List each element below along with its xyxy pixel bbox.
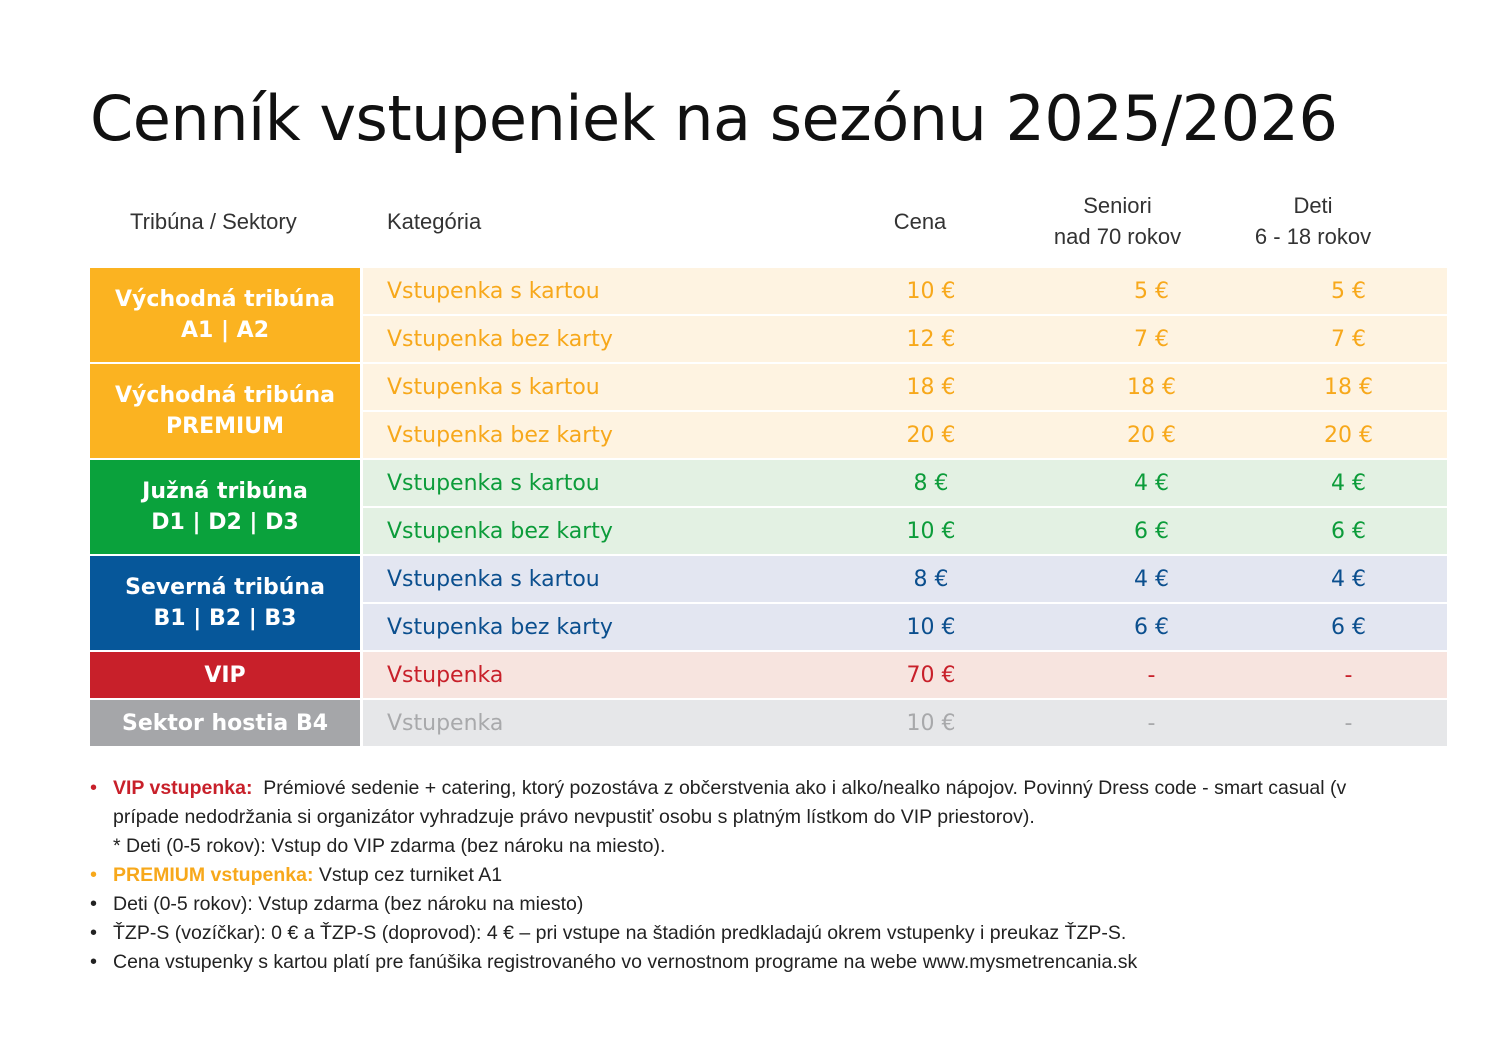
category-cell: Vstupenka bez karty [387, 326, 613, 352]
tribuna-sectors: PREMIUM [166, 414, 284, 439]
child-price-cell: 20 € [1324, 422, 1373, 448]
price-cell: 20 € [906, 422, 956, 448]
price-cell: 10 € [906, 710, 956, 736]
note-text: ŤZP-S (vozíčkar): 0 € a ŤZP-S (doprovod): 4 € – pri vstupe na štadión predkladajú okrem vstupenky i preukaz ŤZP-S. [113, 922, 1127, 944]
group-juzna [90, 460, 1412, 556]
tribuna-cell [90, 268, 360, 364]
child-price-cell: 7 € [1331, 326, 1366, 352]
note-text: Cena vstupenky s kartou platí pre fanúšika registrovaného vo vernostnom programe na webe www.mysmetrencania.sk [113, 951, 1138, 973]
table-row [363, 556, 1447, 604]
note-text: Deti (0-5 rokov): Vstup zdarma (bez nároku na miesto) [113, 893, 584, 915]
header-seniori [1020, 186, 1215, 256]
category-cell: Vstupenka s kartou [387, 470, 600, 496]
tribuna-cell [90, 700, 360, 748]
senior-price-cell: 6 € [1134, 614, 1169, 640]
table-row [363, 460, 1447, 508]
senior-price-cell: - [1147, 662, 1156, 688]
price-cell: 8 € [913, 566, 949, 592]
tribuna-cell [90, 364, 360, 460]
group-vychodna-a1-a2 [90, 268, 1412, 364]
child-price-cell: - [1344, 662, 1353, 688]
table-row [363, 508, 1447, 556]
category-cell: Vstupenka s kartou [387, 566, 600, 592]
note-karta [90, 948, 1410, 977]
tribuna-sectors: A1 | A2 [180, 318, 270, 343]
note-premium [90, 861, 1410, 890]
table-row [363, 652, 1447, 700]
group-severna [90, 556, 1412, 652]
header-deti [1218, 186, 1408, 256]
note-label: PREMIUM vstupenka: [113, 864, 314, 886]
notes-list [90, 774, 1410, 977]
tribuna-cell [90, 460, 360, 556]
category-cell: Vstupenka bez karty [387, 422, 613, 448]
note-deti [90, 890, 1410, 919]
child-price-cell: 18 € [1324, 374, 1373, 400]
note-text: Vstup cez turniket A1 [318, 864, 503, 886]
child-price-cell: 4 € [1331, 470, 1366, 496]
header-deti-line1: Deti [1293, 193, 1333, 218]
price-cell: 70 € [906, 662, 956, 688]
note-vip [90, 774, 1410, 861]
senior-price-cell: 4 € [1134, 566, 1169, 592]
senior-price-cell: 20 € [1127, 422, 1176, 448]
tribuna-name: VIP [204, 662, 246, 688]
bullet: • [90, 777, 98, 799]
senior-price-cell: 7 € [1134, 326, 1169, 352]
tribuna-name: Južná tribúna [142, 479, 308, 504]
tribuna-sectors: B1 | B2 | B3 [153, 606, 297, 631]
group-vip [90, 652, 1412, 700]
tribuna-cell [90, 652, 360, 700]
table-row [363, 604, 1447, 652]
child-price-cell: 4 € [1331, 566, 1366, 592]
child-price-cell: 5 € [1331, 278, 1366, 304]
header-seniori-line2: nad 70 rokov [1053, 224, 1182, 249]
senior-price-cell: 6 € [1134, 518, 1169, 544]
category-cell: Vstupenka bez karty [387, 614, 613, 640]
category-cell: Vstupenka [387, 710, 504, 736]
tribuna-name: Severná tribúna [125, 575, 325, 600]
price-table [90, 268, 1412, 748]
tribuna-name: Sektor hostia B4 [121, 710, 329, 736]
child-price-cell: - [1344, 710, 1353, 736]
senior-price-cell: 5 € [1134, 278, 1169, 304]
tribuna-name: Východná tribúna [115, 383, 335, 408]
header-cena: Cena [893, 208, 947, 234]
senior-price-cell: - [1147, 710, 1156, 736]
tribuna-cell [90, 556, 360, 652]
header-deti-line2: 6 - 18 rokov [1254, 224, 1372, 249]
price-cell: 10 € [906, 518, 956, 544]
senior-price-cell: 4 € [1134, 470, 1169, 496]
table-row [363, 316, 1447, 364]
table-row [363, 700, 1447, 748]
note-text: Prémiové sedenie + catering, ktorý pozostáva z občerstvenia ako i alko/nealko nápojov. Povinný Dress code - smart casual (v prípade nedodržania si organizátor vyhradzuje právo nevpustiť osobu s platným lístkom do VIP priestorov). [113, 777, 1347, 828]
category-cell: Vstupenka [387, 662, 504, 688]
price-cell: 8 € [913, 470, 949, 496]
category-cell: Vstupenka s kartou [387, 278, 600, 304]
table-row [363, 268, 1447, 316]
price-cell: 18 € [906, 374, 956, 400]
note-ztp [90, 919, 1410, 948]
price-cell: 12 € [906, 326, 956, 352]
note-label: VIP vstupenka: [113, 777, 253, 799]
page-title: Cenník vstupeniek na sezónu 2025/2026 [90, 82, 1338, 155]
table-row [363, 364, 1447, 412]
bullet: • [90, 893, 98, 915]
child-price-cell: 6 € [1331, 518, 1366, 544]
tribuna-sectors: D1 | D2 | D3 [151, 510, 299, 535]
child-price-cell: 6 € [1331, 614, 1366, 640]
table-row [363, 412, 1447, 460]
bullet: • [90, 951, 98, 973]
header-seniori-line1: Seniori [1083, 193, 1152, 218]
price-cell: 10 € [906, 278, 956, 304]
header-kategoria: Kategória [387, 208, 482, 234]
category-cell: Vstupenka s kartou [387, 374, 600, 400]
tribuna-name: Východná tribúna [115, 287, 335, 312]
group-vychodna-premium [90, 364, 1412, 460]
note-text-extra: * Deti (0-5 rokov): Vstup do VIP zdarma (bez nároku na miesto). [113, 835, 666, 857]
header-tribuna: Tribúna / Sektory [130, 208, 297, 234]
price-cell: 10 € [906, 614, 956, 640]
group-hostia [90, 700, 1412, 748]
bullet: • [90, 864, 98, 886]
category-cell: Vstupenka bez karty [387, 518, 613, 544]
senior-price-cell: 18 € [1127, 374, 1176, 400]
bullet: • [90, 922, 98, 944]
